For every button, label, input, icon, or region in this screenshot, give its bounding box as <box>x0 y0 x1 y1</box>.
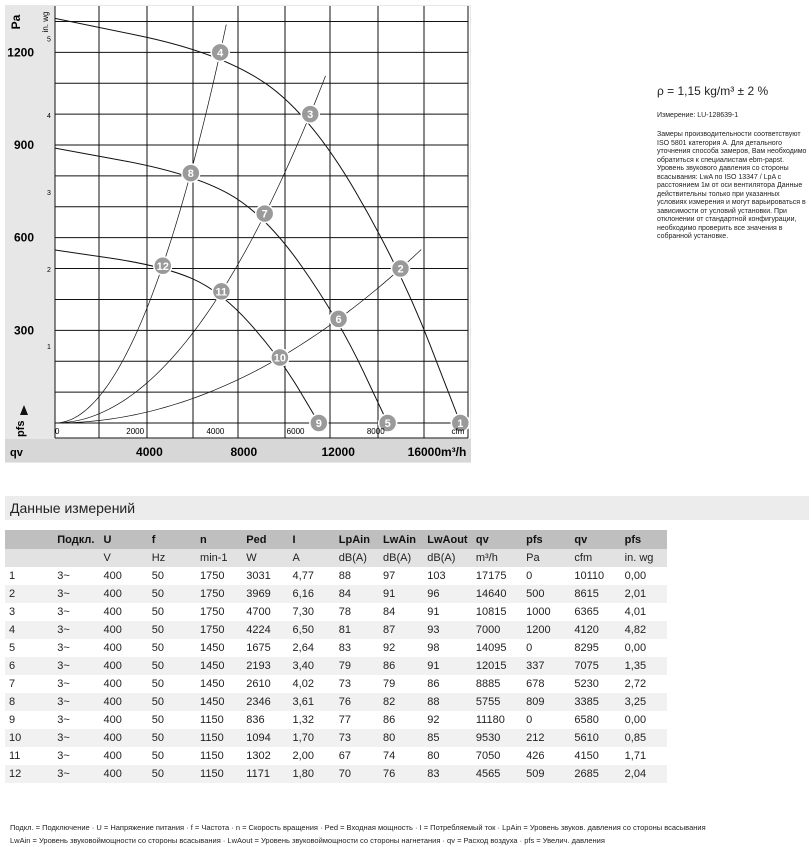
table-cell: 5755 <box>472 693 522 711</box>
table-cell: 10110 <box>570 567 620 585</box>
table-cell: 426 <box>522 747 570 765</box>
table-cell: 50 <box>148 621 196 639</box>
table-cell: 1450 <box>196 693 242 711</box>
table-cell: 2193 <box>242 657 288 675</box>
table-cell: 12 <box>5 765 53 783</box>
col-power: Ped <box>242 530 288 549</box>
operating-point-label: 11 <box>215 286 228 299</box>
table-cell: 11180 <box>472 711 522 729</box>
legend-line-1: Подкл. = Подключение · U = Напряжение питания · f = Частота · n = Скорость вращения · Ped = Входная мощность · I = Потребляемый ток · LpAin = Уровень звуков. давления со стороны всасывания <box>10 823 706 832</box>
table-cell: 1150 <box>196 765 242 783</box>
table-cell: 98 <box>423 639 472 657</box>
table-cell: 50 <box>148 603 196 621</box>
table-cell: 2685 <box>570 765 620 783</box>
table-cell: 1450 <box>196 657 242 675</box>
table-cell: 400 <box>100 693 148 711</box>
table-cell: 1 <box>5 567 53 585</box>
table-row <box>5 729 667 747</box>
table-cell: 6 <box>5 657 53 675</box>
table-cell: 50 <box>148 657 196 675</box>
unit-cell: dB(A) <box>335 549 379 567</box>
table-cell: 2,00 <box>289 747 335 765</box>
unit-cell: dB(A) <box>379 549 423 567</box>
table-cell: 1750 <box>196 621 242 639</box>
table-cell: 50 <box>148 729 196 747</box>
x-tick-bottom-label: 16000m³/h <box>407 445 467 459</box>
operating-point-label: 6 <box>335 313 342 326</box>
table-cell: 3~ <box>53 603 99 621</box>
table-cell: 8295 <box>570 639 620 657</box>
unit-cell: in. wg <box>621 549 667 567</box>
table-cell: 500 <box>522 585 570 603</box>
table-row <box>5 603 667 621</box>
table-cell: 6365 <box>570 603 620 621</box>
table-row <box>5 639 667 657</box>
table-cell: 1200 <box>522 621 570 639</box>
table-cell: 8 <box>5 693 53 711</box>
y-tick-right-label: 2 <box>47 267 51 275</box>
operating-point-label: 1 <box>457 418 464 430</box>
operating-point-label: 2 <box>397 263 404 276</box>
table-cell: 1,70 <box>289 729 335 747</box>
x-tick-top-label: 6000 <box>286 427 305 436</box>
table-cell: 1,32 <box>289 711 335 729</box>
table-cell: 0,85 <box>621 729 667 747</box>
table-cell: 1094 <box>242 729 288 747</box>
table-cell: 3~ <box>53 711 99 729</box>
table-cell: 1675 <box>242 639 288 657</box>
table-cell: 400 <box>100 567 148 585</box>
table-cell: 1171 <box>242 765 288 783</box>
table-cell: 9530 <box>472 729 522 747</box>
table-cell: 836 <box>242 711 288 729</box>
y-unit-left: Pa <box>9 14 23 30</box>
table-cell: 5610 <box>570 729 620 747</box>
table-cell: 9 <box>5 711 53 729</box>
legend-line-2: LwAin = Уровень звуковоймощности со стороны всасывания · LwAout = Уровень звуковоймощности со стороны нагнетания · qv = Расход воздуха · pfs = Увелич. давления <box>10 836 605 845</box>
x-axis-label: qv <box>10 447 23 459</box>
operating-point-label: 4 <box>217 47 224 60</box>
table-cell: 400 <box>100 585 148 603</box>
table-cell: 70 <box>335 765 379 783</box>
table-cell: 2346 <box>242 693 288 711</box>
table-row <box>5 711 667 729</box>
table-legend <box>10 821 706 847</box>
y-tick-right-label: 1 <box>47 344 51 352</box>
measurement-info <box>657 84 807 249</box>
table-cell: 2610 <box>242 675 288 693</box>
table-cell: 67 <box>335 747 379 765</box>
table-cell: 82 <box>379 693 423 711</box>
operating-point-label: 7 <box>261 208 268 221</box>
table-cell: 73 <box>335 729 379 747</box>
table-cell: 92 <box>379 639 423 657</box>
table-cell: 5230 <box>570 675 620 693</box>
table-cell: 50 <box>148 675 196 693</box>
table-cell: 400 <box>100 621 148 639</box>
unit-cell: Hz <box>148 549 196 567</box>
table-cell: 1450 <box>196 639 242 657</box>
table-cell: 678 <box>522 675 570 693</box>
unit-cell <box>5 549 53 567</box>
table-cell: 2,64 <box>289 639 335 657</box>
table-cell: 7 <box>5 675 53 693</box>
y-unit-right: in. wg <box>41 11 50 33</box>
table-cell: 4,01 <box>621 603 667 621</box>
operating-point-label: 12 <box>156 260 169 273</box>
table-cell: 3~ <box>53 765 99 783</box>
col-pfs-pa: pfs <box>522 530 570 549</box>
table-cell: 8885 <box>472 675 522 693</box>
table-cell: 3~ <box>53 747 99 765</box>
col-lpa-in: LpAin <box>335 530 379 549</box>
table-cell: 0 <box>522 639 570 657</box>
table-cell: 7075 <box>570 657 620 675</box>
table-cell: 1,35 <box>621 657 667 675</box>
table-cell: 50 <box>148 765 196 783</box>
x-tick-top-label: cfm <box>451 427 465 436</box>
table-row <box>5 567 667 585</box>
table-cell: 4,82 <box>621 621 667 639</box>
table-cell: 50 <box>148 693 196 711</box>
table-cell: 91 <box>423 657 472 675</box>
table-cell: 3385 <box>570 693 620 711</box>
table-cell: 84 <box>379 603 423 621</box>
table-cell: 12015 <box>472 657 522 675</box>
y-tick-left-label: 300 <box>13 323 34 338</box>
table-cell: 0,00 <box>621 711 667 729</box>
table-units-row <box>5 549 667 567</box>
col-qv-cfm: qv <box>570 530 620 549</box>
y-tick-right-label: 5 <box>47 36 51 44</box>
table-cell: 0,00 <box>621 567 667 585</box>
table-cell: 50 <box>148 585 196 603</box>
table-cell: 3,25 <box>621 693 667 711</box>
table-cell: 6,16 <box>289 585 335 603</box>
operating-point-label: 3 <box>307 109 314 122</box>
table-cell: 1150 <box>196 729 242 747</box>
table-cell: 4224 <box>242 621 288 639</box>
table-cell: 88 <box>423 693 472 711</box>
table-cell: 3 <box>5 603 53 621</box>
table-header-row <box>5 530 667 549</box>
table-cell: 400 <box>100 639 148 657</box>
table-row <box>5 621 667 639</box>
air-density: ρ = 1,15 kg/m³ ± 2 % <box>657 84 769 98</box>
table-cell: 80 <box>379 729 423 747</box>
measurement-table <box>5 530 667 783</box>
table-cell: 337 <box>522 657 570 675</box>
table-cell: 1750 <box>196 585 242 603</box>
table-cell: 400 <box>100 765 148 783</box>
unit-cell: dB(A) <box>423 549 472 567</box>
table-cell: 88 <box>335 567 379 585</box>
table-cell: 50 <box>148 567 196 585</box>
table-cell: 3,61 <box>289 693 335 711</box>
table-cell: 212 <box>522 729 570 747</box>
table-cell: 3~ <box>53 675 99 693</box>
table-cell: 91 <box>423 603 472 621</box>
table-cell: 1750 <box>196 603 242 621</box>
table-cell: 4565 <box>472 765 522 783</box>
col-lwa-out: LwAout <box>423 530 472 549</box>
col-qv-m3h: qv <box>472 530 522 549</box>
col-frequency: f <box>148 530 196 549</box>
unit-cell: cfm <box>570 549 620 567</box>
table-cell: 14095 <box>472 639 522 657</box>
measurement-id: Измерение: LU-128639-1 <box>657 112 739 119</box>
table-cell: 400 <box>100 747 148 765</box>
x-tick-top-label: 2000 <box>126 427 145 436</box>
table-cell: 3~ <box>53 693 99 711</box>
col-connection: Подкл. <box>53 530 99 549</box>
unit-cell: m³/h <box>472 549 522 567</box>
y-tick-left-label: 600 <box>13 230 34 245</box>
table-cell: 76 <box>379 765 423 783</box>
x-tick-bottom-label: 4000 <box>136 445 163 459</box>
table-cell: 14640 <box>472 585 522 603</box>
table-cell: 6,50 <box>289 621 335 639</box>
table-cell: 4,77 <box>289 567 335 585</box>
operating-point-label: 5 <box>384 418 391 430</box>
x-tick-bottom-label: 8000 <box>230 445 258 459</box>
table-cell: 74 <box>379 747 423 765</box>
table-cell: 2,72 <box>621 675 667 693</box>
table-cell: 7000 <box>472 621 522 639</box>
operating-point-label: 8 <box>187 168 194 181</box>
table-cell: 7,30 <box>289 603 335 621</box>
table-cell: 1750 <box>196 567 242 585</box>
table-cell: 2,01 <box>621 585 667 603</box>
table-cell: 3~ <box>53 567 99 585</box>
table-cell: 83 <box>335 639 379 657</box>
y-axis-label: pfs <box>15 420 27 437</box>
table-cell: 3~ <box>53 585 99 603</box>
table-cell: 83 <box>423 765 472 783</box>
x-tick-top-label: 8000 <box>366 427 385 436</box>
table-cell: 96 <box>423 585 472 603</box>
measurement-notes: Замеры производительности соответствуют ISO 5801 категория А. Для детального уточнения способа замеров, Вам необходимо обратиться к специалистам ebm-papst. Уровень звукового давления со стороны всасывания: LwA по ISO 13347 / LpA с расстоянием 1м от оси вентилятора Данные действительны только при указанных условиях измерения и могут варьироваться в зависимости от условий установки. При отклонении от стандартной конфигурации, необходимо проверить все значения в собранной установке. <box>657 131 807 240</box>
col-lwa-in: LwAin <box>379 530 423 549</box>
table-cell: 3031 <box>242 567 288 585</box>
table-cell: 400 <box>100 603 148 621</box>
table-cell: 76 <box>335 693 379 711</box>
table-cell: 509 <box>522 765 570 783</box>
operating-point-label: 10 <box>273 352 287 365</box>
table-cell: 1,71 <box>621 747 667 765</box>
table-cell: 8615 <box>570 585 620 603</box>
table-cell: 400 <box>100 729 148 747</box>
table-cell: 5 <box>5 639 53 657</box>
table-cell: 0 <box>522 567 570 585</box>
table-cell: 4 <box>5 621 53 639</box>
table-cell: 77 <box>335 711 379 729</box>
table-cell: 91 <box>379 585 423 603</box>
x-tick-top-label: 0 <box>55 427 60 436</box>
table-cell: 84 <box>335 585 379 603</box>
unit-cell <box>53 549 99 567</box>
table-cell: 50 <box>148 747 196 765</box>
col-current: I <box>289 530 335 549</box>
table-row <box>5 765 667 783</box>
table-cell: 4150 <box>570 747 620 765</box>
table-row <box>5 747 667 765</box>
x-tick-top-label: 4000 <box>206 427 225 436</box>
table-row <box>5 675 667 693</box>
table-cell: 1450 <box>196 675 242 693</box>
table-row <box>5 585 667 603</box>
table-cell: 3969 <box>242 585 288 603</box>
col-voltage: U <box>100 530 148 549</box>
table-cell: 4,02 <box>289 675 335 693</box>
table-cell: 17175 <box>472 567 522 585</box>
table-cell: 1150 <box>196 747 242 765</box>
table-cell: 1150 <box>196 711 242 729</box>
table-cell: 400 <box>100 675 148 693</box>
table-cell: 86 <box>423 675 472 693</box>
table-cell: 3~ <box>53 639 99 657</box>
y-tick-left-label: 900 <box>13 138 34 152</box>
y-tick-right-label: 4 <box>47 113 51 121</box>
y-tick-right-label: 3 <box>47 190 51 198</box>
table-cell: 87 <box>379 621 423 639</box>
col-index <box>5 530 53 549</box>
table-cell: 97 <box>379 567 423 585</box>
table-cell: 6580 <box>570 711 620 729</box>
table-cell: 7050 <box>472 747 522 765</box>
table-cell: 4700 <box>242 603 288 621</box>
table-cell: 809 <box>522 693 570 711</box>
table-cell: 3,40 <box>289 657 335 675</box>
table-row <box>5 693 667 711</box>
table-cell: 50 <box>148 639 196 657</box>
table-cell: 2,04 <box>621 765 667 783</box>
data-section-title: Данные измерений <box>5 496 809 520</box>
y-tick-left-label: 1200 <box>7 45 34 60</box>
unit-cell: Pa <box>522 549 570 567</box>
table-cell: 4120 <box>570 621 620 639</box>
table-cell: 1,80 <box>289 765 335 783</box>
table-cell: 81 <box>335 621 379 639</box>
table-cell: 1302 <box>242 747 288 765</box>
operating-point-label: 9 <box>315 418 322 430</box>
table-cell: 3~ <box>53 621 99 639</box>
table-cell: 80 <box>423 747 472 765</box>
table-cell: 79 <box>335 657 379 675</box>
table-cell: 86 <box>379 657 423 675</box>
table-cell: 92 <box>423 711 472 729</box>
unit-cell: A <box>289 549 335 567</box>
table-cell: 85 <box>423 729 472 747</box>
col-speed: n <box>196 530 242 549</box>
table-cell: 86 <box>379 711 423 729</box>
unit-cell: V <box>100 549 148 567</box>
table-cell: 0 <box>522 711 570 729</box>
table-cell: 3~ <box>53 729 99 747</box>
table-cell: 400 <box>100 657 148 675</box>
table-cell: 73 <box>335 675 379 693</box>
fan-performance-chart <box>0 0 650 470</box>
unit-cell: W <box>242 549 288 567</box>
table-cell: 93 <box>423 621 472 639</box>
table-cell: 2 <box>5 585 53 603</box>
x-tick-bottom-label: 12000 <box>321 445 355 459</box>
table-cell: 11 <box>5 747 53 765</box>
table-cell: 79 <box>379 675 423 693</box>
table-cell: 10815 <box>472 603 522 621</box>
col-pfs-inwg: pfs <box>621 530 667 549</box>
table-cell: 103 <box>423 567 472 585</box>
unit-cell: min-1 <box>196 549 242 567</box>
table-cell: 0,00 <box>621 639 667 657</box>
table-cell: 3~ <box>53 657 99 675</box>
table-cell: 78 <box>335 603 379 621</box>
table-cell: 10 <box>5 729 53 747</box>
table-row <box>5 657 667 675</box>
table-cell: 1000 <box>522 603 570 621</box>
table-cell: 400 <box>100 711 148 729</box>
table-cell: 50 <box>148 711 196 729</box>
